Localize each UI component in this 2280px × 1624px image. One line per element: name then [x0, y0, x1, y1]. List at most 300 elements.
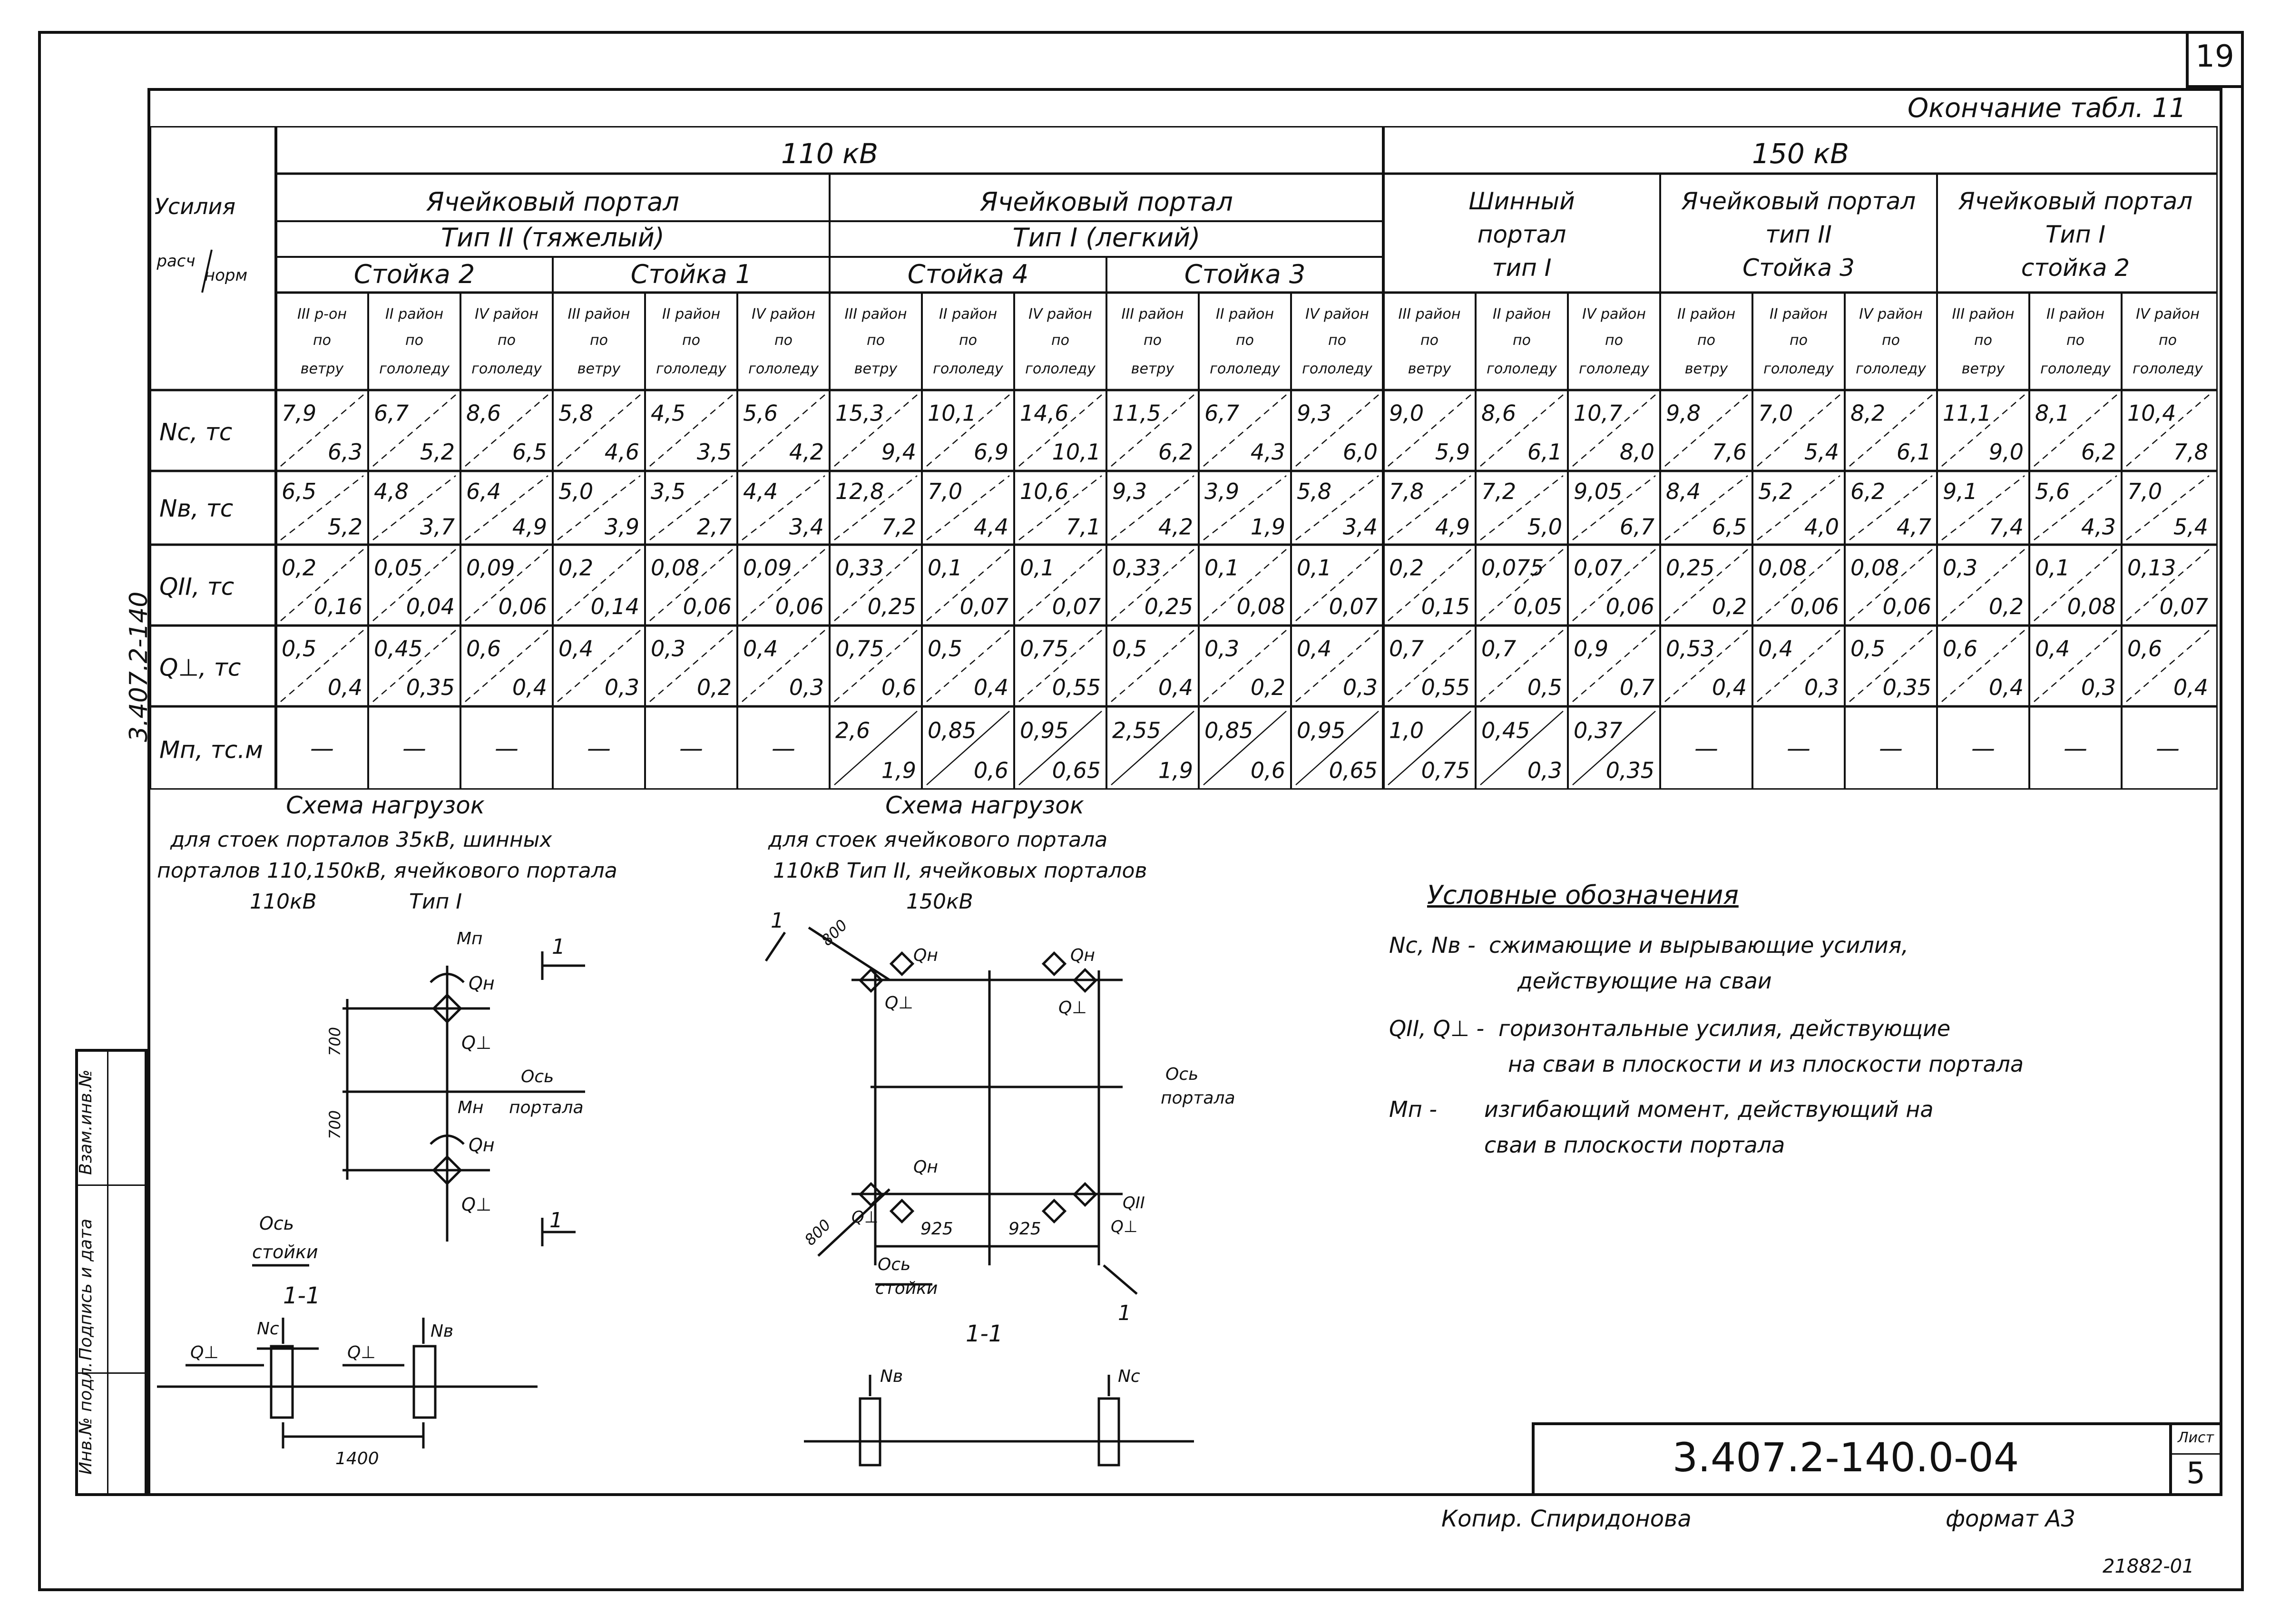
scheme2-ql-tl: Q⊥: [885, 993, 913, 1013]
scheme2-nc: Nс: [1118, 1367, 1140, 1386]
stamp-cell-b: Подпись и дата: [76, 1218, 96, 1360]
cell-calc-value: 0,2: [282, 555, 317, 581]
cell-norm-value: 3,4: [1342, 514, 1378, 540]
district-header: по: [590, 332, 608, 349]
scheme1-dim-a: 700: [326, 1027, 344, 1056]
legend-line-3a: изгибающий момент, действующий на: [1484, 1096, 1934, 1122]
cell-calc-value: 8,2: [1850, 400, 1886, 426]
voltage-110: 110 кВ: [781, 137, 878, 170]
cell-norm-value: 0,07: [1052, 594, 1101, 620]
row-label: Mп, тс.м: [159, 736, 263, 764]
cell-calc-value: 0,7: [1481, 636, 1517, 662]
scheme1-span: 1400: [335, 1449, 379, 1468]
post-label: Стойка 4: [907, 259, 1029, 289]
dash-cell: —: [1694, 734, 1718, 762]
scheme1-ql-top: Q⊥: [461, 1032, 492, 1053]
district-header: II район: [662, 306, 721, 323]
cell-calc-value: 4,8: [374, 478, 409, 504]
cell-norm-value: 6,5: [512, 439, 547, 465]
district-header: гололеду: [2040, 361, 2111, 377]
legend-key-2: QII, Q⊥ -: [1389, 1016, 1485, 1041]
cell-calc-value: 5,2: [1758, 478, 1793, 504]
cell-norm-value: 0,3: [1342, 675, 1378, 701]
post-label: Стойка 3: [1184, 259, 1306, 289]
cell-calc-value: 0,45: [1481, 717, 1530, 744]
cell-calc-value: 3,5: [651, 478, 686, 504]
cell-calc-value: 2,55: [1112, 717, 1161, 744]
cell-norm-value: 5,4: [2173, 514, 2208, 540]
cell-norm-value: 5,2: [327, 514, 362, 540]
cell-norm-value: 6,1: [1527, 439, 1562, 465]
dash-cell: —: [2064, 734, 2087, 762]
cell-calc-value: 7,0: [1758, 400, 1793, 426]
district-header: гололеду: [1856, 361, 1926, 377]
cell-norm-value: 4,9: [512, 514, 547, 540]
scheme2-dim-c: 925: [920, 1219, 953, 1239]
cell-norm-value: 0,14: [590, 594, 639, 620]
district-header: по: [1697, 332, 1715, 349]
cell-calc-value: 8,6: [466, 400, 501, 426]
legend-line-2b: на сваи в плоскости и из плоскости портала: [1508, 1051, 2024, 1077]
cell-norm-value: 6,0: [1342, 439, 1378, 465]
cell-calc-value: 0,2: [558, 555, 594, 581]
district-header: по: [1513, 332, 1531, 349]
district-header: II район: [385, 306, 444, 323]
cell-norm-value: 0,25: [1144, 594, 1193, 620]
cell-norm-value: 9,4: [881, 439, 916, 465]
cell-calc-value: 5,8: [558, 400, 594, 426]
cell-calc-value: 5,6: [2035, 478, 2070, 504]
cell-norm-value: 0,65: [1329, 757, 1378, 783]
cell-calc-value: 6,2: [1850, 478, 1886, 504]
dash-cell: —: [2156, 734, 2180, 762]
cell-calc-value: 0,09: [743, 555, 792, 581]
district-header: по: [1236, 332, 1254, 349]
district-header: по: [1051, 332, 1069, 349]
scheme2-ql-br: Q⊥: [1111, 1217, 1138, 1236]
cell-calc-value: 0,75: [835, 636, 884, 662]
cell-norm-value: 10,1: [1052, 439, 1101, 465]
cell-norm-value: 0,25: [867, 594, 916, 620]
district-header: IV район: [1305, 306, 1369, 323]
cell-calc-value: 0,5: [282, 636, 317, 662]
district-header: по: [682, 332, 700, 349]
cell-norm-value: 0,3: [1804, 675, 1839, 701]
scheme-1: [157, 790, 728, 1494]
voltage-150: 150 кВ: [1752, 137, 1849, 170]
cell-norm-value: 0,16: [313, 594, 362, 620]
cell-norm-value: 4,7: [1896, 514, 1931, 540]
cell-norm-value: 0,4: [1988, 675, 2024, 701]
scheme1-qn-bottom: Qн: [469, 1135, 495, 1155]
cell-norm-value: 0,7: [1619, 675, 1654, 701]
dash-cell: —: [1971, 734, 1995, 762]
cell-norm-value: 0,4: [327, 675, 362, 701]
cell-norm-value: 1,9: [1250, 514, 1285, 540]
cell-norm-value: 0,4: [1158, 675, 1193, 701]
legend-line-3b: сваи в плоскости портала: [1484, 1132, 1785, 1158]
cell-calc-value: 0,08: [1758, 555, 1807, 581]
portal-type: Тип II (тяжелый): [441, 223, 665, 253]
cell-calc-value: 15,3: [835, 400, 884, 426]
cell-norm-value: 6,9: [973, 439, 1008, 465]
cell-norm-value: 6,5: [1712, 514, 1747, 540]
cell-norm-value: 0,07: [2159, 594, 2208, 620]
legend-key-1: Nс, Nв -: [1389, 932, 1476, 958]
cell-calc-value: 14,6: [1020, 400, 1069, 426]
cell-norm-value: 0,06: [1790, 594, 1839, 620]
cell-calc-value: 8,4: [1666, 478, 1701, 504]
scheme1-title: Схема нагрузок: [286, 792, 485, 819]
cell-calc-value: 0,08: [651, 555, 700, 581]
cell-norm-value: 0,06: [683, 594, 732, 620]
legend-key-3: Mп -: [1389, 1096, 1437, 1122]
district-header: гололеду: [1302, 361, 1372, 377]
cell-calc-value: 10,7: [1574, 400, 1623, 426]
cell-calc-value: 0,09: [466, 555, 515, 581]
scheme2-nv: Nв: [880, 1367, 903, 1386]
district-header: II район: [1769, 306, 1828, 323]
cell-norm-value: 0,2: [1250, 675, 1285, 701]
scheme2-qn-tr: Qн: [1070, 946, 1095, 965]
cell-norm-value: 4,6: [604, 439, 639, 465]
cell-calc-value: 0,2: [1389, 555, 1424, 581]
cell-calc-value: 0,45: [374, 636, 423, 662]
cell-norm-value: 0,2: [1712, 594, 1747, 620]
scheme1-mp: Mп: [457, 929, 483, 949]
dash-cell: —: [772, 734, 795, 762]
district-header: гололеду: [1025, 361, 1096, 377]
cell-calc-value: 5,0: [558, 478, 594, 504]
cell-calc-value: 6,4: [466, 478, 501, 504]
scheme2-sub1: для стоек ячейкового портала: [768, 828, 1108, 852]
district-header: III район: [844, 306, 907, 323]
corner-line2b: норм: [204, 266, 248, 285]
cell-norm-value: 5,9: [1435, 439, 1470, 465]
row-label: Q⊥, тс: [159, 654, 241, 682]
scheme2-axis-post-a: Ось: [878, 1255, 911, 1274]
cell-norm-value: 7,2: [881, 514, 916, 540]
scheme1-section: 1-1: [283, 1282, 321, 1309]
cell-calc-value: 0,1: [1297, 555, 1332, 581]
scheme1-ql-bottom: Q⊥: [461, 1194, 492, 1215]
row-label: Nс, тс: [159, 418, 233, 446]
cell-norm-value: 7,1: [1066, 514, 1101, 540]
stamp-cell-a: Инв.№ подл.: [76, 1362, 96, 1475]
district-header: ветру: [1408, 361, 1451, 377]
cell-norm-value: 0,07: [959, 594, 1008, 620]
scheme2-dim-b: 800: [801, 1215, 834, 1249]
cell-calc-value: 7,9: [282, 400, 317, 426]
district-header: по: [313, 332, 331, 349]
dash-cell: —: [495, 734, 519, 762]
dash-cell: —: [587, 734, 611, 762]
cell-calc-value: 0,6: [2127, 636, 2163, 662]
cell-norm-value: 0,15: [1421, 594, 1470, 620]
portal150-line3: тип I: [1492, 254, 1552, 282]
scheme2-mark-bottom: 1: [1118, 1301, 1131, 1325]
district-header: по: [1328, 332, 1346, 349]
cell-calc-value: 9,3: [1297, 400, 1332, 426]
cell-calc-value: 7,8: [1389, 478, 1424, 504]
cell-norm-value: 0,6: [1250, 757, 1285, 783]
side-stamp-divider-a: [75, 1184, 147, 1187]
cell-calc-value: 0,07: [1574, 555, 1623, 581]
cell-norm-value: 0,35: [1605, 757, 1654, 783]
cell-calc-value: 0,53: [1666, 636, 1715, 662]
cell-norm-value: 7,4: [1988, 514, 2024, 540]
district-header: по: [867, 332, 885, 349]
cell-calc-value: 4,4: [743, 478, 778, 504]
cell-calc-value: 0,75: [1020, 636, 1069, 662]
district-header: гололеду: [748, 361, 819, 377]
cell-calc-value: 0,37: [1574, 717, 1623, 744]
corner-line2a: расч: [157, 252, 196, 271]
district-header: II район: [1492, 306, 1551, 323]
cell-calc-value: 0,25: [1666, 555, 1715, 581]
scheme1-ql-right: Q⊥: [347, 1343, 376, 1362]
district-header: по: [498, 332, 516, 349]
cell-calc-value: 0,33: [835, 555, 884, 581]
scheme1-nc: Nс: [257, 1319, 279, 1339]
cell-calc-value: 0,4: [1297, 636, 1332, 662]
district-header: по: [2159, 332, 2177, 349]
district-header: по: [1974, 332, 1992, 349]
cell-calc-value: 1,0: [1389, 717, 1424, 744]
cell-norm-value: 5,2: [420, 439, 455, 465]
cell-calc-value: 2,6: [835, 717, 871, 744]
cell-norm-value: 5,0: [1527, 514, 1562, 540]
scheme1-mark-bottom: 1: [549, 1208, 563, 1233]
cell-norm-value: 3,7: [420, 514, 455, 540]
format-label: формат А3: [1946, 1506, 2076, 1532]
portal150-line1: Шинный: [1468, 187, 1575, 215]
cell-calc-value: 0,4: [558, 636, 594, 662]
scheme1-axis-portal-a: Ось: [521, 1067, 554, 1086]
district-header: III р-он: [297, 306, 347, 323]
scheme2-ql-bl: Q⊥: [851, 1208, 879, 1227]
dash-cell: —: [402, 734, 426, 762]
district-header: IV район: [1028, 306, 1092, 323]
scheme2-qn-tl: Qн: [913, 946, 938, 965]
cell-norm-value: 0,08: [1236, 594, 1285, 620]
copied-by: Копир. Спиридонова: [1441, 1506, 1692, 1532]
scheme2-qn-bl: Qн: [913, 1157, 938, 1177]
cell-calc-value: 7,2: [1481, 478, 1517, 504]
row-label: Nв, тс: [159, 495, 234, 523]
cell-calc-value: 0,075: [1481, 555, 1544, 581]
cell-norm-value: 0,06: [498, 594, 547, 620]
cell-norm-value: 0,06: [775, 594, 824, 620]
district-header: II район: [1677, 306, 1736, 323]
cell-calc-value: 10,4: [2127, 400, 2176, 426]
scheme2-axis-post-b: стойки: [875, 1279, 938, 1298]
cell-norm-value: 7,6: [1712, 439, 1747, 465]
district-header: гололеду: [656, 361, 726, 377]
cell-calc-value: 0,9: [1574, 636, 1609, 662]
cell-norm-value: 0,07: [1329, 594, 1378, 620]
cell-norm-value: 3,9: [604, 514, 639, 540]
scheme2-sub2: 110кВ Тип II, ячейковых порталов: [773, 859, 1147, 883]
cell-norm-value: 4,4: [973, 514, 1008, 540]
cell-norm-value: 1,9: [1158, 757, 1193, 783]
cell-calc-value: 0,6: [466, 636, 501, 662]
district-header: по: [1420, 332, 1438, 349]
scheme-2: [742, 790, 1341, 1494]
district-header: III район: [1121, 306, 1184, 323]
legend-title: Условные обозначения: [1427, 880, 1739, 910]
scheme2-axis-portal-a: Ось: [1165, 1065, 1199, 1084]
district-header: ветру: [1961, 361, 2005, 377]
cell-norm-value: 0,4: [512, 675, 547, 701]
district-header: II район: [1215, 306, 1274, 323]
cell-norm-value: 8,0: [1619, 439, 1654, 465]
cell-calc-value: 0,5: [928, 636, 963, 662]
cell-calc-value: 0,3: [651, 636, 686, 662]
title-code: 3.407.2-140.0-04: [1672, 1434, 2019, 1481]
scheme2-title: Схема нагрузок: [885, 792, 1084, 819]
cell-calc-value: 0,6: [1943, 636, 1978, 662]
dash-cell: —: [679, 734, 703, 762]
cell-norm-value: 5,4: [1804, 439, 1839, 465]
scheme1-sub4: Тип I: [409, 890, 462, 914]
district-header: по: [959, 332, 977, 349]
cell-calc-value: 0,85: [928, 717, 977, 744]
portal150-line3: Стойка 3: [1742, 254, 1855, 282]
post-label: Стойка 2: [353, 259, 475, 289]
scheme2-axis-portal-b: портала: [1161, 1088, 1235, 1108]
cell-norm-value: 0,06: [1605, 594, 1654, 620]
cell-norm-value: 0,3: [789, 675, 824, 701]
cell-norm-value: 6,2: [1158, 439, 1193, 465]
district-header: гололеду: [1579, 361, 1649, 377]
cell-calc-value: 6,7: [1204, 400, 1240, 426]
cell-calc-value: 0,3: [1204, 636, 1240, 662]
scheme2-sub3: 150кВ: [906, 890, 973, 914]
dash-cell: —: [1879, 734, 1903, 762]
portal150-line1: Ячейковый портал: [1958, 187, 2193, 215]
cell-norm-value: 4,3: [1250, 439, 1285, 465]
portal-title: Ячейковый портал: [426, 187, 679, 217]
cell-calc-value: 0,7: [1389, 636, 1424, 662]
district-header: ветру: [300, 361, 344, 377]
scheme1-axis-post-b: стойки: [252, 1242, 318, 1262]
district-header: гололеду: [1487, 361, 1557, 377]
scheme2-section: 1-1: [966, 1321, 1003, 1347]
scheme1-axis-post-a: Ось: [259, 1213, 294, 1234]
cell-norm-value: 6,7: [1619, 514, 1654, 540]
cell-calc-value: 0,1: [928, 555, 963, 581]
cell-calc-value: 11,1: [1943, 400, 1992, 426]
cell-norm-value: 0,3: [1527, 757, 1562, 783]
district-header: IV район: [1859, 306, 1923, 323]
page-number: 19: [2195, 39, 2234, 74]
cell-norm-value: 4,2: [789, 439, 824, 465]
district-header: по: [405, 332, 423, 349]
district-header: ветру: [1131, 361, 1174, 377]
portal-title: Ячейковый портал: [980, 187, 1233, 217]
portal150-line2: тип II: [1765, 221, 1832, 248]
scheme2-dim-a: 800: [817, 916, 851, 949]
district-header: гололеду: [1210, 361, 1280, 377]
cell-calc-value: 9,8: [1666, 400, 1701, 426]
cell-norm-value: 6,2: [2081, 439, 2116, 465]
legend-line-1a: сжимающие и вырывающие усилия,: [1489, 932, 1909, 958]
district-header: гололеду: [1763, 361, 1834, 377]
portal150-line3: стойка 2: [2021, 254, 2130, 282]
cell-norm-value: 3,5: [696, 439, 732, 465]
district-header: IV район: [475, 306, 538, 323]
cell-calc-value: 10,6: [1020, 478, 1069, 504]
cell-calc-value: 0,08: [1850, 555, 1899, 581]
cell-calc-value: 7,0: [2127, 478, 2163, 504]
cell-calc-value: 6,5: [282, 478, 317, 504]
cell-norm-value: 0,2: [1988, 594, 2024, 620]
dash-cell: —: [310, 734, 334, 762]
cell-norm-value: 0,4: [973, 675, 1008, 701]
district-header: ветру: [1684, 361, 1728, 377]
scheme2-ql-tr: Q⊥: [1058, 998, 1087, 1017]
cell-norm-value: 0,04: [406, 594, 455, 620]
district-header: IV район: [1582, 306, 1646, 323]
cell-norm-value: 9,0: [1988, 439, 2024, 465]
scheme1-qn-top: Qн: [469, 973, 495, 994]
legend-line-1b: действующие на сваи: [1517, 968, 1772, 994]
district-header: II район: [2046, 306, 2105, 323]
cell-norm-value: 0,6: [973, 757, 1008, 783]
scheme1-sub1: для стоек порталов 35кВ, шинных: [170, 828, 552, 852]
cell-calc-value: 9,0: [1389, 400, 1424, 426]
cell-calc-value: 0,4: [1758, 636, 1793, 662]
district-header: по: [1790, 332, 1808, 349]
vertical-doc-code: 3.407.2-140: [125, 591, 153, 742]
cell-norm-value: 0,75: [1421, 757, 1470, 783]
scheme1-ql-left: Q⊥: [190, 1343, 219, 1362]
cell-norm-value: 0,4: [2173, 675, 2208, 701]
cell-norm-value: 0,4: [1712, 675, 1747, 701]
dash-cell: —: [1787, 734, 1810, 762]
cell-norm-value: 4,0: [1804, 514, 1839, 540]
district-header: гололеду: [471, 361, 542, 377]
portal150-line2: портал: [1477, 221, 1566, 248]
portal150-line1: Ячейковый портал: [1681, 187, 1916, 215]
cell-calc-value: 0,4: [2035, 636, 2070, 662]
district-header: по: [1882, 332, 1900, 349]
district-header: гололеду: [379, 361, 450, 377]
district-header: III район: [1952, 306, 2015, 323]
scheme1-nv: Nв: [431, 1321, 454, 1341]
scheme1-axis-portal-b: портала: [509, 1098, 584, 1117]
drawing-number: 21882-01: [2103, 1556, 2194, 1577]
cell-calc-value: 0,33: [1112, 555, 1161, 581]
side-stamp-divider-c: [107, 1049, 110, 1496]
district-header: II район: [939, 306, 998, 323]
cell-norm-value: 1,9: [881, 757, 916, 783]
cell-norm-value: 0,5: [1527, 675, 1562, 701]
cell-norm-value: 0,35: [406, 675, 455, 701]
table-caption: Окончание табл. 11: [1908, 93, 2186, 124]
cell-calc-value: 0,13: [2127, 555, 2176, 581]
cell-calc-value: 0,5: [1112, 636, 1147, 662]
cell-calc-value: 10,1: [928, 400, 977, 426]
loads-table: [150, 126, 2218, 790]
scheme1-mn: Mн: [458, 1098, 484, 1117]
district-header: IV район: [2136, 306, 2200, 323]
cell-norm-value: 0,08: [2067, 594, 2116, 620]
cell-norm-value: 0,55: [1052, 675, 1101, 701]
legend: [1389, 880, 2207, 1175]
district-header: III район: [1398, 306, 1461, 323]
